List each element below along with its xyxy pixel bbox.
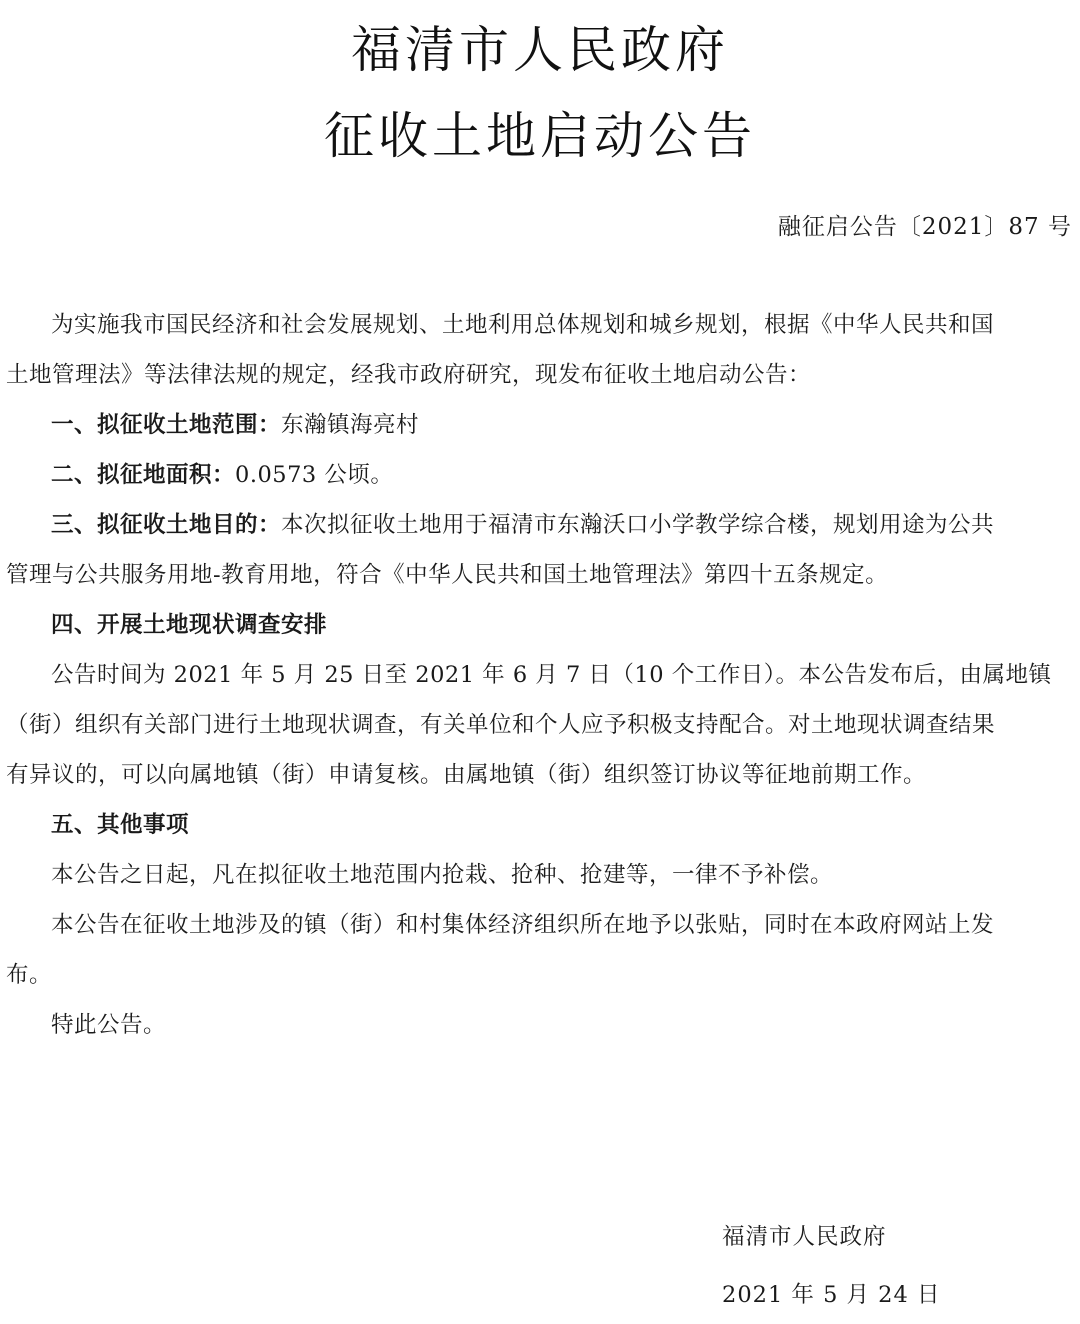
section-3-text-line2: 管理与公共服务用地-教育用地，符合《中华人民共和国土地管理法》第四十五条规定。: [6, 562, 889, 588]
document-number: 融征启公告〔2021〕87 号: [777, 214, 1072, 240]
section-2: [6, 450, 1074, 500]
section-2-text: 0.0573 公顷。: [235, 462, 394, 488]
document-body: [6, 300, 1074, 1050]
section-2-heading: 二、拟征地面积：: [51, 462, 236, 488]
document-title-line1: 福清市人民政府: [351, 21, 729, 79]
document-title-line2: 征收土地启动公告: [324, 107, 756, 165]
section-5-heading: 五、其他事项: [51, 812, 190, 838]
signature-org: 福清市人民政府: [722, 1224, 887, 1250]
section-4-line2: （街）组织有关部门进行土地现状调查，有关单位和个人应予积极支持配合。对土地现状调查结果: [6, 712, 996, 738]
section-1-heading: 一、拟征收土地范围：: [51, 412, 282, 438]
section-5-para2-line1: 本公告在征收土地涉及的镇（街）和村集体经济组织所在地予以张贴，同时在本政府网站上发: [51, 912, 995, 938]
signature-block: [722, 1208, 940, 1324]
section-4: [6, 600, 1074, 650]
closing-statement: 特此公告。: [51, 1012, 167, 1038]
section-5-para1: 本公告之日起，凡在拟征收土地范围内抢栽、抢种、抢建等，一律不予补偿。: [51, 862, 834, 888]
section-4-line3: 有异议的，可以向属地镇（街）申请复核。由属地镇（街）组织签订协议等征地前期工作。: [6, 762, 927, 788]
signature-date: 2021 年 5 月 24 日: [722, 1282, 941, 1308]
intro-line1: 为实施我市国民经济和社会发展规划、土地利用总体规划和城乡规划，根据《中华人民共和国: [51, 312, 995, 338]
section-5: [6, 800, 1074, 850]
section-3-text-line1: 本次拟征收土地用于福清市东瀚沃口小学教学综合楼，规划用途为公共: [281, 512, 995, 538]
section-1: [6, 400, 1074, 450]
section-1-text: 东瀚镇海亮村: [281, 412, 420, 438]
section-5-para2-line2: 布。: [6, 962, 53, 988]
section-3: [6, 500, 1074, 550]
section-4-heading: 四、开展土地现状调查安排: [51, 612, 328, 638]
section-3-heading: 三、拟征收土地目的：: [51, 512, 282, 538]
intro-line2: 土地管理法》等法律法规的规定，经我市政府研究，现发布征收土地启动公告：: [6, 362, 812, 388]
section-4-line1: 公告时间为 2021 年 5 月 25 日至 2021 年 6 月 7 日（10 个工作日）。本公告发布后，由属地镇: [51, 662, 1052, 688]
